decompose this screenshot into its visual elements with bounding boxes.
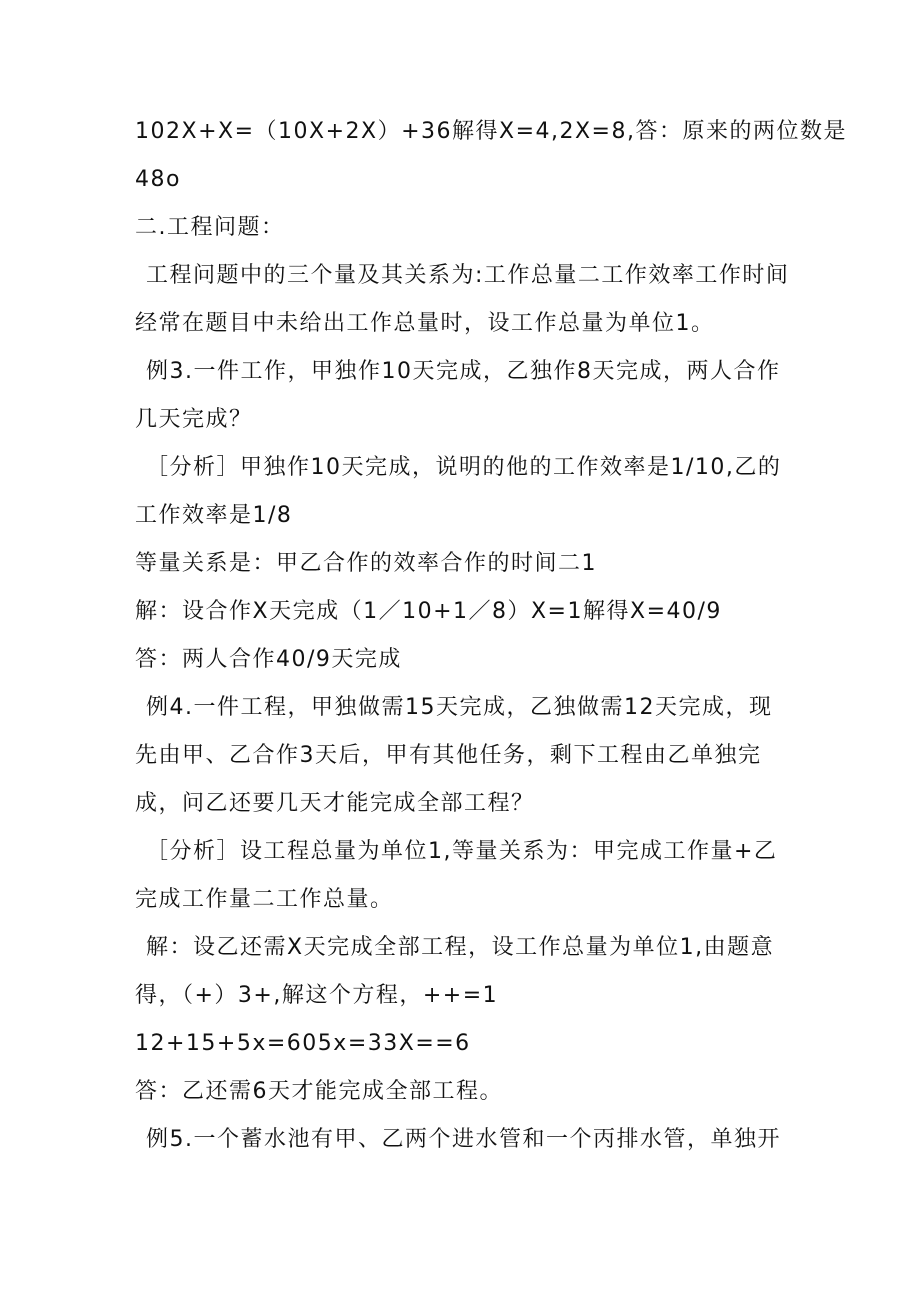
text-line: 48o (135, 167, 181, 192)
text-line: 102X+X=（10X+2X）+36解得X=4,2X=8,答：原来的两位数是 (135, 119, 847, 144)
text-line: 得，（+）3+,解这个方程，++=1 (135, 983, 499, 1008)
text-line: 解：设合作X天完成（1／10+1／8）X=1解得X=40/9 (135, 599, 722, 624)
text-line: 先由甲、乙合作3天后，甲有其他任务，剩下工程由乙单独完 (135, 743, 762, 768)
text-line: 二.工程问题： (135, 215, 285, 240)
text-line: 12+15+5x=605x=33X==6 (135, 1031, 471, 1056)
text-line: ［分析］设工程总量为单位1,等量关系为：甲完成工作量+乙 (146, 839, 778, 864)
text-line: 经常在题目中未给出工作总量时，设工作总量为单位1。 (135, 311, 715, 336)
text-line: 成，问乙还要几天才能完成全部工程？ (135, 791, 535, 816)
text-line: 工程问题中的三个量及其关系为:工作总量二工作效率工作时间 (146, 263, 790, 288)
text-line: 几天完成？ (135, 407, 253, 432)
text-line: 工作效率是1/8 (135, 503, 293, 528)
text-line: 例4.一件工程，甲独做需15天完成，乙独做需12天完成，现 (146, 695, 773, 720)
text-line: 等量关系是：甲乙合作的效率合作的时间二1 (135, 551, 597, 576)
text-line: ［分析］甲独作10天完成，说明的他的工作效率是1/10,乙的 (146, 455, 782, 480)
text-line: 答：两人合作40/9天完成 (135, 647, 402, 672)
text-line: 答：乙还需6天才能完成全部工程。 (135, 1079, 503, 1104)
text-line: 完成工作量二工作总量。 (135, 887, 394, 912)
text-line: 解：设乙还需X天完成全部工程，设工作总量为单位1,由题意 (146, 935, 775, 960)
text-line: 例3.一件工作，甲独作10天完成，乙独作8天完成，两人合作 (146, 359, 781, 384)
text-line: 例5.一个蓄水池有甲、乙两个进水管和一个丙排水管，单独开 (146, 1127, 781, 1152)
